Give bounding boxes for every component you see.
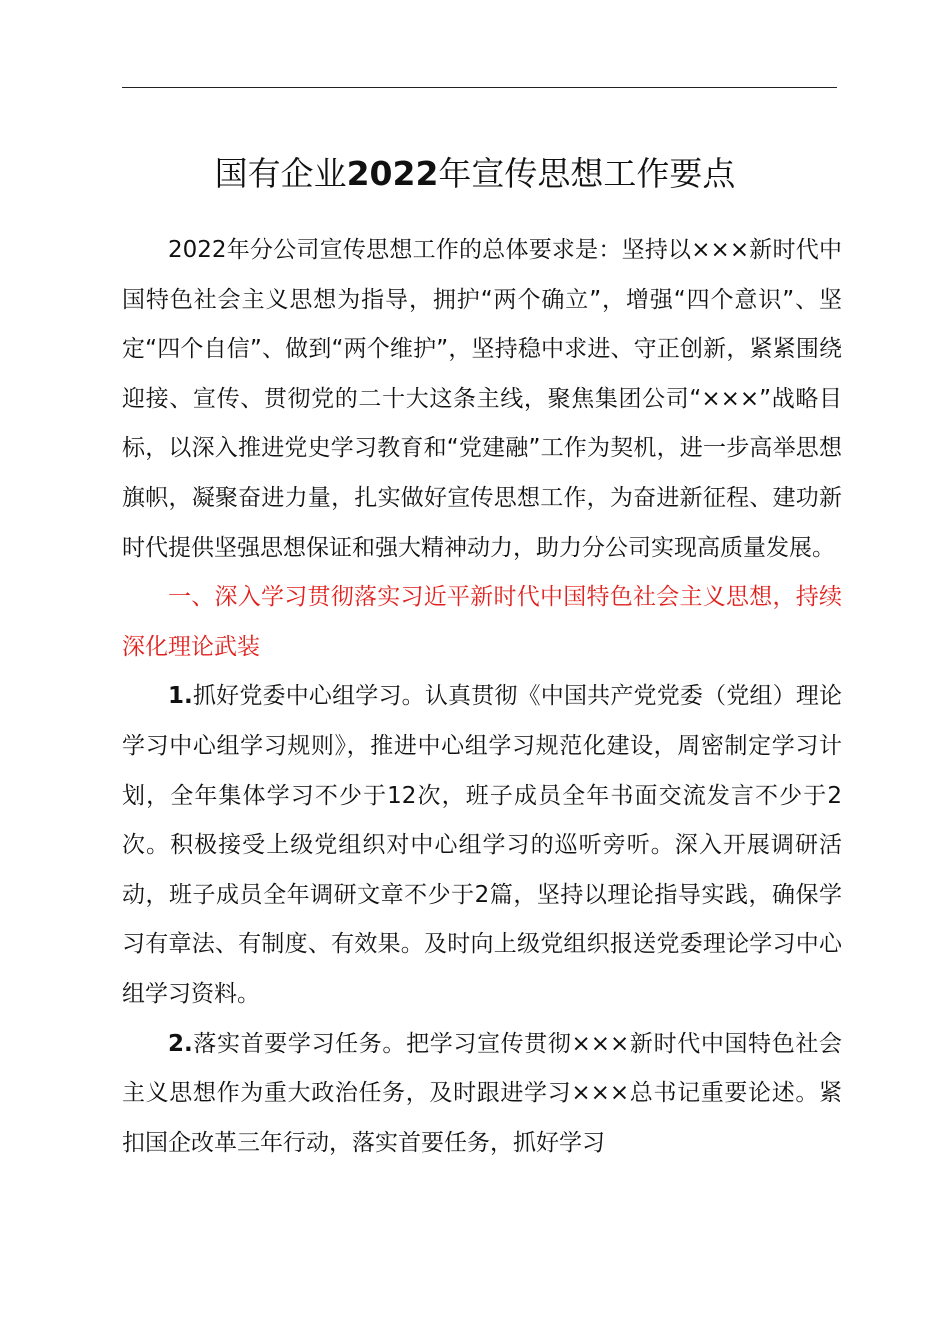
title-suffix: 年宣传思想工作要点 [438,154,736,193]
document-title [0,148,950,200]
item-1-text: 抓好党委中心组学习。认真贯彻《中国共产党党委（党组）理论学习中心组学习规则》，推进中心组学习规范化建设，周密制定学习计划，全年集体学习不少于12次，班子成员全年书面交流发言不少于2次。积极接受上级党组织对中心组学习的巡听旁听。深入开展调研活动，班子成员全年调研文章不少于2篇，坚持以理论指导实践，确保学习有章法、有制度、有效果。及时向上级党组织报送党委理论学习中心组学习资料。 [122,683,842,1007]
intro-paragraph: 2022年分公司宣传思想工作的总体要求是：坚持以×××新时代中国特色社会主义思想为指导，拥护“两个确立”，增强“四个意识”、坚定“四个自信”、做到“两个维护”，坚持稳中求进、守正创新，紧紧围绕迎接、宣传、贯彻党的二十大这条主线，聚焦集团公司“×××”战略目标，以深入推进党史学习教育和“党建融”工作为契机，进一步高举思想旗帜，凝聚奋进力量，扎实做好宣传思想工作，为奋进新征程、建功新时代提供坚强思想保证和强大精神动力，助力分公司实现高质量发展。 [122,237,842,561]
section-1-heading: 一、深入学习贯彻落实习近平新时代中国特色社会主义思想，持续深化理论武装 [122,584,842,660]
item-1-number: 1. [168,683,193,710]
title-prefix: 国有企业 [214,154,347,193]
item-2-text: 落实首要学习任务。把学习宣传贯彻×××新时代中国特色社会主义思想作为重大政治任务，及时跟进学习×××总书记重要论述。紧扣国企改革三年行动，落实首要任务，抓好学习 [122,1030,842,1156]
item-1-paragraph [122,672,842,1019]
header-rule [122,87,837,88]
item-2-number: 2. [168,1030,193,1057]
item-2-paragraph [122,1020,842,1169]
title-year: 2022 [346,154,439,193]
document-body [122,226,842,1168]
